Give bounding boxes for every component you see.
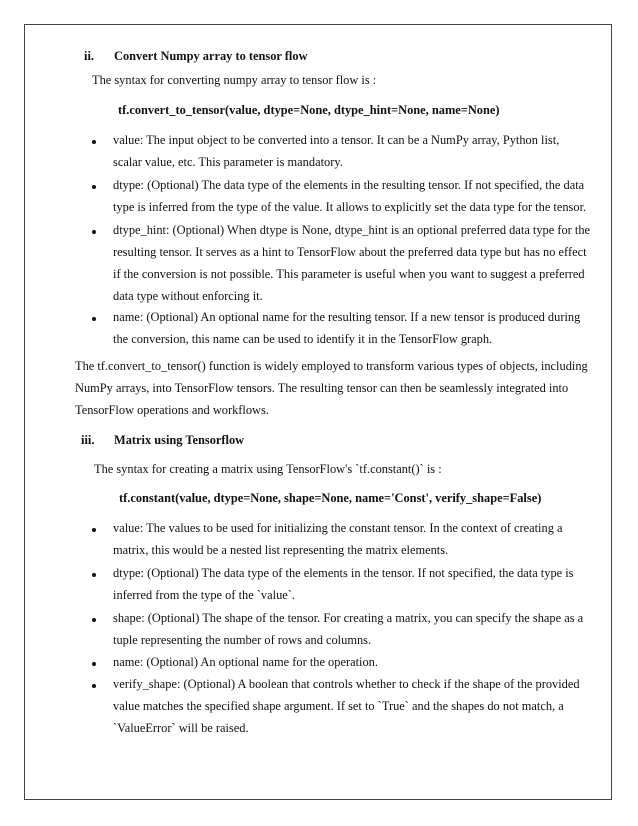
list-item-line: shape: (Optional) The shape of the tensor. For creating a matrix, you can specify the shape as a	[113, 611, 584, 625]
list-item-line: value: The input object to be converted into a tensor. It can be a NumPy array, Python list,	[113, 133, 560, 147]
list-item-line: the conversion, this name can be used to identify it in the TensorFlow graph.	[113, 332, 493, 346]
bullet-dot	[92, 684, 96, 688]
bullet-dot	[92, 317, 96, 321]
list-item-line: tuple representing the number of rows and columns.	[113, 633, 372, 647]
summary-line: The tf.convert_to_tensor() function is widely employed to transform various types of objects, including	[75, 359, 588, 373]
bullet-dot	[92, 230, 96, 234]
list-item-line: name: (Optional) An optional name for the resulting tensor. If a new tensor is produced during	[113, 310, 581, 324]
summary-line: TensorFlow operations and workflows.	[75, 403, 269, 417]
section-ii-number: ii.	[84, 49, 94, 63]
list-item-line: dtype: (Optional) The data type of the elements in the tensor. If not specified, the data type is	[113, 566, 574, 580]
summary-line: NumPy arrays, into TensorFlow tensors. The resulting tensor can then be seamlessly integrated into	[75, 381, 569, 395]
bullet-dot	[92, 618, 96, 622]
list-item-line: data type without enforcing it.	[113, 289, 263, 303]
section-iii-number: iii.	[81, 433, 95, 447]
list-item-line: scalar value, etc. This parameter is mandatory.	[113, 155, 343, 169]
list-item-line: value: The values to be used for initializing the constant tensor. In the context of creating a	[113, 521, 563, 535]
bullet-dot	[92, 662, 96, 666]
list-item-line: dtype: (Optional) The data type of the elements in the resulting tensor. If not specified, the data	[113, 178, 585, 192]
list-item-line: if the conversion is not possible. This parameter is useful when you want to suggest a preferred	[113, 267, 585, 281]
section-iii-signature: tf.constant(value, dtype=None, shape=None, name='Const', verify_shape=False)	[119, 491, 542, 505]
list-item-line: matrix, this would be a nested list representing the matrix elements.	[113, 543, 449, 557]
list-item-line: `ValueError` will be raised.	[113, 721, 249, 735]
bullet-dot	[92, 573, 96, 577]
section-iii-intro: The syntax for creating a matrix using TensorFlow's `tf.constant()` is :	[94, 462, 442, 476]
section-ii-intro: The syntax for converting numpy array to tensor flow is :	[92, 73, 377, 87]
list-item-line: value matches the specified shape argument. If set to `True` and the shapes do not match, a	[113, 699, 564, 713]
bullet-dot	[92, 185, 96, 189]
list-item-line: dtype_hint: (Optional) When dtype is None, dtype_hint is an optional preferred data type for the	[113, 223, 591, 237]
section-ii-signature: tf.convert_to_tensor(value, dtype=None, dtype_hint=None, name=None)	[118, 103, 500, 117]
bullet-dot	[92, 528, 96, 532]
list-item-line: name: (Optional) An optional name for the operation.	[113, 655, 378, 669]
section-ii-heading: Convert Numpy array to tensor flow	[114, 49, 308, 63]
section-iii-heading: Matrix using Tensorflow	[114, 433, 245, 447]
bullet-dot	[92, 140, 96, 144]
list-item-line: type is inferred from the type of the value. It allows to explicitly set the data type for the tensor.	[113, 200, 587, 214]
list-item-line: inferred from the type of the `value`.	[113, 588, 295, 602]
list-item-line: resulting tensor. It serves as a hint to TensorFlow about the preferred data type but has no effect	[113, 245, 587, 259]
list-item-line: verify_shape: (Optional) A boolean that controls whether to check if the shape of the provided	[113, 677, 580, 691]
